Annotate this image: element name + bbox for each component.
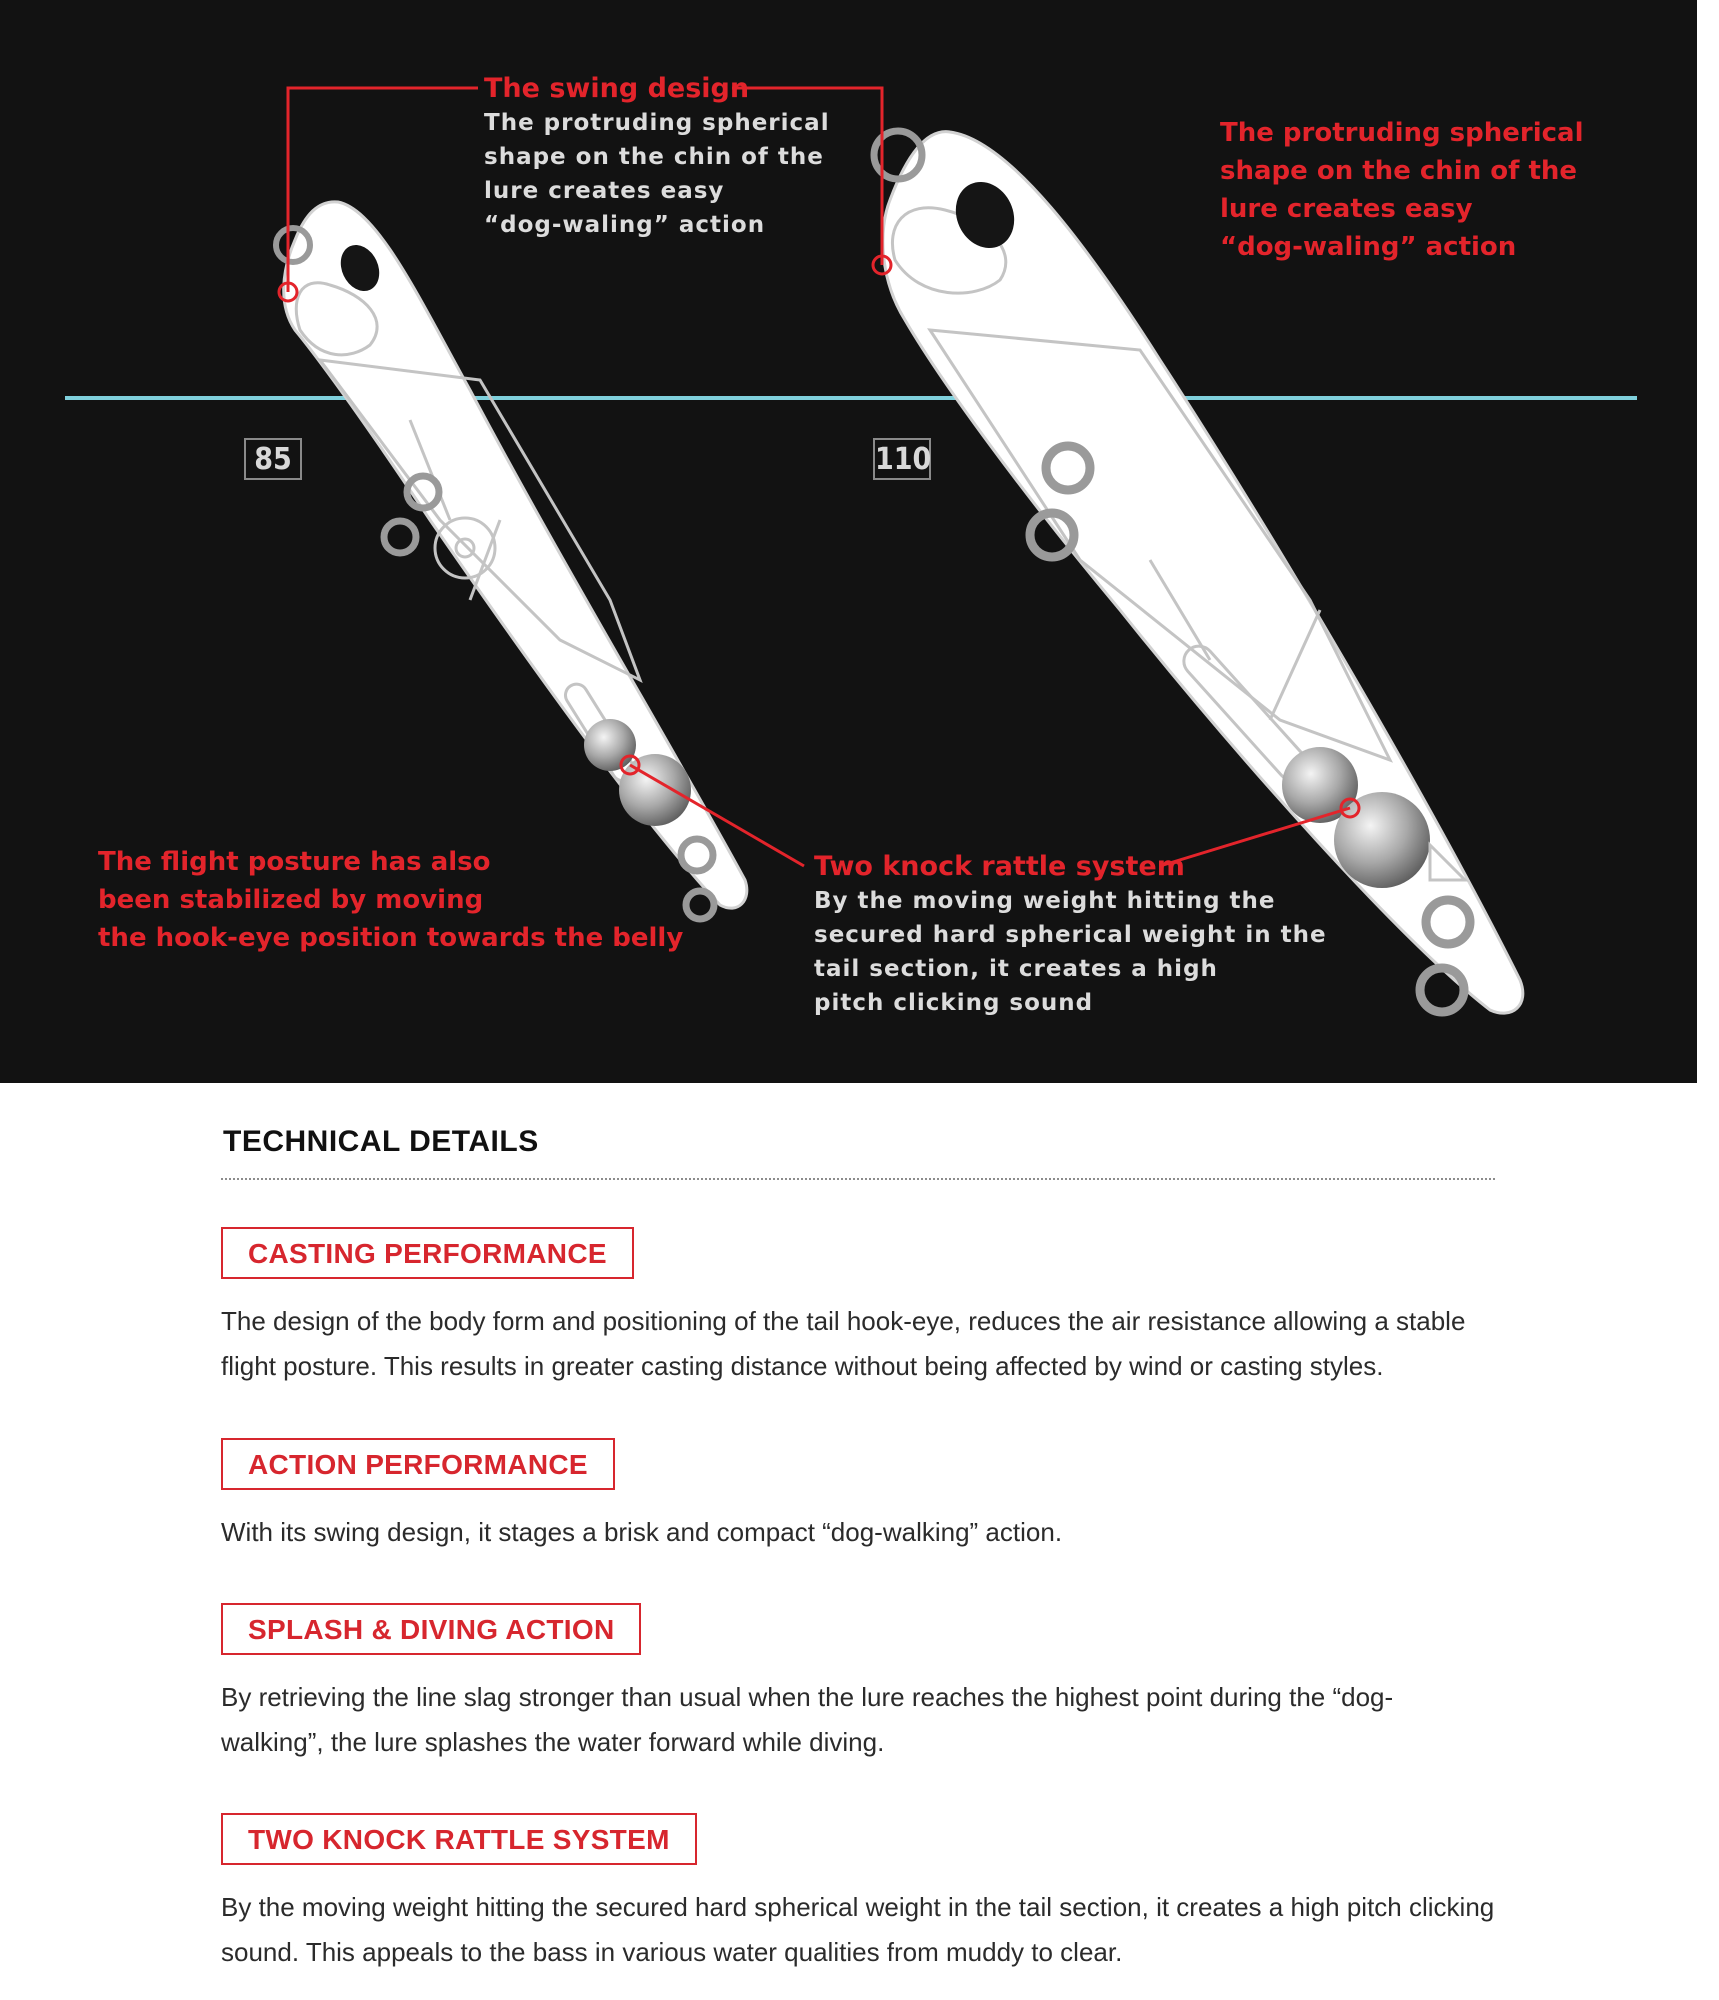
section-heading: CASTING PERFORMANCE (221, 1227, 634, 1279)
section-casting-performance (221, 1227, 1495, 1389)
lure-110-tail-hanger (1420, 968, 1464, 1012)
section-heading: ACTION PERFORMANCE (221, 1438, 615, 1490)
chin-shape-line: “dog-waling” action (1220, 232, 1517, 262)
section-action-performance (221, 1438, 1495, 1555)
swing-design-line: “dog-waling” action (484, 212, 766, 238)
section-body: By the moving weight hitting the secured hard spherical weight in the tail section, it creates a high pitch clicking sound. This appeals to the bass in various water qualities from muddy to clear. (221, 1892, 1495, 1967)
swing-design-line: shape on the chin of the (484, 144, 824, 170)
section-two-knock-rattle-system (221, 1813, 1495, 1975)
lure-85-rattle-ball-moving (584, 719, 636, 771)
lure-85-rattle-ball-fixed (619, 754, 691, 826)
rattle-system-title: Two knock rattle system (814, 851, 1185, 882)
flight-posture-line: the hook-eye position towards the belly (98, 923, 684, 953)
rattle-system-line: pitch clicking sound (814, 990, 1094, 1016)
swing-design-note (484, 72, 830, 242)
swing-design-line: lure creates easy (484, 178, 725, 204)
lure-85-tail-hanger (686, 891, 714, 919)
rattle-system-line: tail section, it creates a high (814, 956, 1218, 982)
chin-shape-line: The protruding spherical (1220, 118, 1584, 148)
swing-design-title: The swing design (484, 73, 750, 104)
section-body: The design of the body form and positioning of the tail hook-eye, reduces the air resistance allowing a stable flight posture. This results in greater casting distance without being affected by wind or casting styles. (221, 1306, 1466, 1381)
rattle-system-note (814, 850, 1327, 1020)
rattle-system-line: By the moving weight hitting the (814, 888, 1276, 914)
chin-shape-line: lure creates easy (1220, 194, 1473, 224)
technical-details-title: TECHNICAL DETAILS (223, 1125, 539, 1158)
lure-110-rattle-ball-fixed (1334, 792, 1430, 888)
section-splash-diving-action (221, 1603, 1495, 1765)
section-heading: TWO KNOCK RATTLE SYSTEM (221, 1813, 697, 1865)
size-badge-85: 85 (244, 438, 302, 480)
section-body: By retrieving the line slag stronger than usual when the lure reaches the highest point during the “dog-walking”, the lure splashes the water forward while diving. (221, 1682, 1394, 1757)
technical-details-divider (221, 1178, 1495, 1180)
flight-posture-line: The flight posture has also (98, 847, 491, 877)
flight-posture-note (98, 843, 683, 957)
section-heading: SPLASH & DIVING ACTION (221, 1603, 641, 1655)
rattle-system-line: secured hard spherical weight in the (814, 922, 1327, 948)
flight-posture-line: been stabilized by moving (98, 885, 484, 915)
lure-85-belly-hanger (384, 521, 416, 553)
chin-shape-note (1220, 114, 1584, 266)
size-badge-110: 110 (873, 438, 931, 480)
swing-design-line: The protruding spherical (484, 110, 830, 136)
lure-85-illustration (276, 202, 747, 919)
section-body: With its swing design, it stages a brisk and compact “dog-walking” action. (221, 1517, 1063, 1547)
chin-shape-line: shape on the chin of the (1220, 156, 1578, 186)
